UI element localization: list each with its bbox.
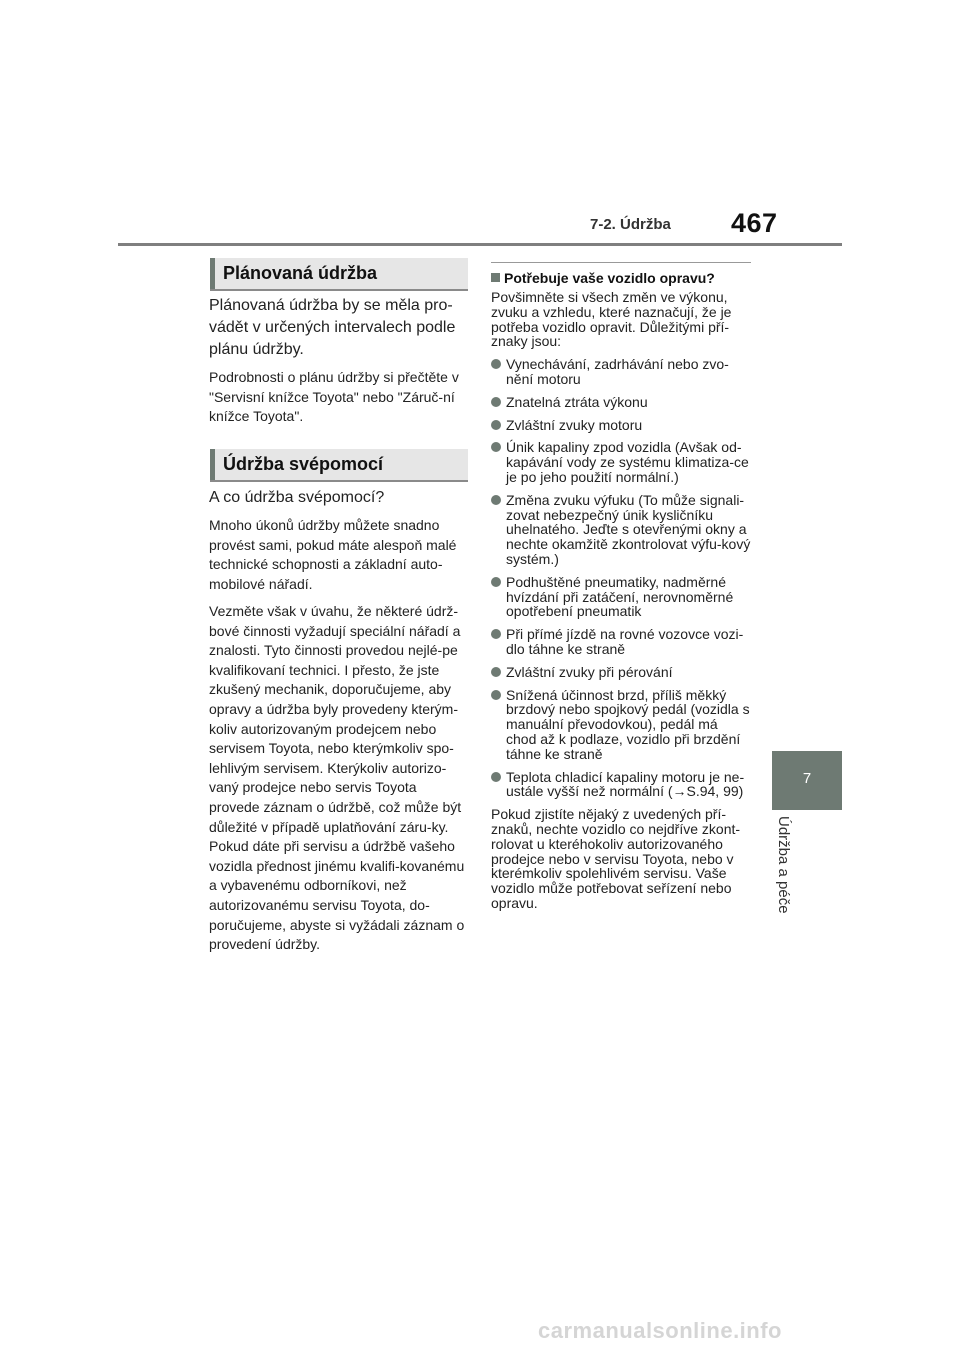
body-paragraph-3: Vezměte však v úvahu, že některé údrž-bové činnosti vyžadují speciální nářadí a znalosti. Tyto činnosti provedou nejlé-pe kvalifikovaní technici. I přesto, že jste zkušený mechanik, doporučujeme, aby opravy a údržba byly provedeny kterým-koliv autorizovaným prodejcem nebo servisem Toyota, nebo kterýmkoliv spo-lehlivým servisem. Kterýkoliv autorizo-vaný prodejce nebo servis Toyota provede záznam o údržbě, což může být důležité v případě uplatňování záru-ky. Pokud dáte při servisu a údržbě vašeho vozidla přednost jinému kvalifi-kovanému a vybavenému odborníkovi, než autorizovanému servisu Toyota, do-poručujeme, abyste si vyžádali záznam o provedení údržby.: [209, 603, 465, 953]
list-item: [491, 627, 751, 657]
chapter-label-text: Údržba a péče: [775, 816, 792, 914]
body-paragraph-2: Mnoho úkonů údržby můžete snadno provést sami, pokud máte alespoň malé technické schopnosti a základní auto-mobilové nářadí.: [209, 517, 457, 592]
list-item: [491, 395, 751, 410]
chapter-label: [775, 816, 822, 926]
bullet-dot-icon: [491, 690, 501, 700]
symptom-list: [491, 357, 751, 799]
box-outro: Pokud zjistíte nějaký z uvedených pří-znaků, nechte vozidlo co nejdříve zkont-rolovat u kteréhokoliv autorizovaného prodejce nebo v servisu Toyota, nebo v kterémkoliv spolehlivém servisu. Vaše vozidlo může potřebovat seřízení nebo opravu.: [491, 806, 741, 911]
list-item-text: Zvláštní zvuky při pérování: [506, 663, 673, 680]
list-item-text: Změna zvuku výfuku (To může signali-zovat nebezpečný únik kysličníku uhelnatého. Jeďte s otevřenými okny a nechte okamžitě zkontrolovat výfu-kový systém.): [506, 491, 751, 567]
box-intro: Povšimněte si všech změn ve výkonu, zvuku a vzhledu, které naznačují, že je potřeba vozidlo opravit. Důležitými pří-znaky jsou:: [491, 289, 732, 350]
box-title: [491, 269, 751, 287]
body-paragraph-1: Podrobnosti o plánu údržby si přečtěte v "Servisní knížce Toyota" nebo "Záruč-ní knížce Toyota".: [209, 369, 459, 425]
bullet-dot-icon: [491, 397, 501, 407]
list-item-text: Teplota chladicí kapaliny motoru je ne-ustále vyšší než normální (→S.94, 99): [506, 768, 745, 800]
square-bullet-icon: [491, 273, 500, 282]
list-item-text: Únik kapaliny zpod vozidla (Avšak od-kapávání vody ze systému klimatiza-ce je po jeho použití normální.): [506, 439, 749, 485]
list-item: [491, 418, 751, 433]
bullet-dot-icon: [491, 577, 501, 587]
list-item-text: Při přímé jízdě na rovné vozovce vozi-dlo táhne ke straně: [506, 626, 744, 657]
heading-self-maintenance: Údržba svépomocí: [210, 449, 468, 480]
bullet-dot-icon: [491, 772, 501, 782]
list-item: [491, 688, 751, 762]
list-item: [491, 575, 751, 619]
list-item-text: Vynechávání, zadrhávání nebo zvo-nění motoru: [506, 356, 729, 387]
list-item: [491, 665, 751, 680]
list-item: [491, 770, 751, 800]
watermark: carmanualsonline.info: [538, 1318, 782, 1343]
list-item-text: Znatelná ztráta výkonu: [506, 393, 648, 410]
lead-paragraph-1: Plánovaná údržba by se měla pro-vádět v určených intervalech podle plánu údržby.: [209, 297, 456, 358]
section-header: 7-2. Údržba: [590, 216, 671, 233]
box-rule: [491, 262, 751, 263]
list-item: [491, 440, 751, 484]
bullet-dot-icon: [491, 629, 501, 639]
repair-signs-box: [491, 262, 751, 919]
list-item: [491, 357, 751, 387]
page-number: 467: [731, 208, 778, 238]
chapter-tab: 7: [772, 751, 842, 810]
list-item-text: Snížená účinnost brzd, příliš měkký brzdový nebo spojkový pedál (vozidla s manuální převodovkou), pedál má chod až k podlaze, vozidlo při brzdění táhne ke straně: [506, 686, 750, 762]
header-rule: [118, 243, 842, 246]
bullet-dot-icon: [491, 495, 501, 505]
list-item: [491, 493, 751, 567]
list-item-text: Zvláštní zvuky motoru: [506, 416, 643, 433]
lead-paragraph-2: A co údržba svépomocí?: [209, 489, 385, 506]
heading-planned-maintenance: Plánovaná údržba: [210, 258, 468, 289]
box-title-text: Potřebuje vaše vozidlo opravu?: [504, 270, 715, 286]
bullet-dot-icon: [491, 420, 501, 430]
bullet-dot-icon: [491, 359, 501, 369]
list-item-text: Podhuštěné pneumatiky, nadměrné hvízdání při zatáčení, nerovnoměrné opotřebení pneumatik: [506, 573, 734, 620]
bullet-dot-icon: [491, 667, 501, 677]
bullet-dot-icon: [491, 442, 501, 452]
